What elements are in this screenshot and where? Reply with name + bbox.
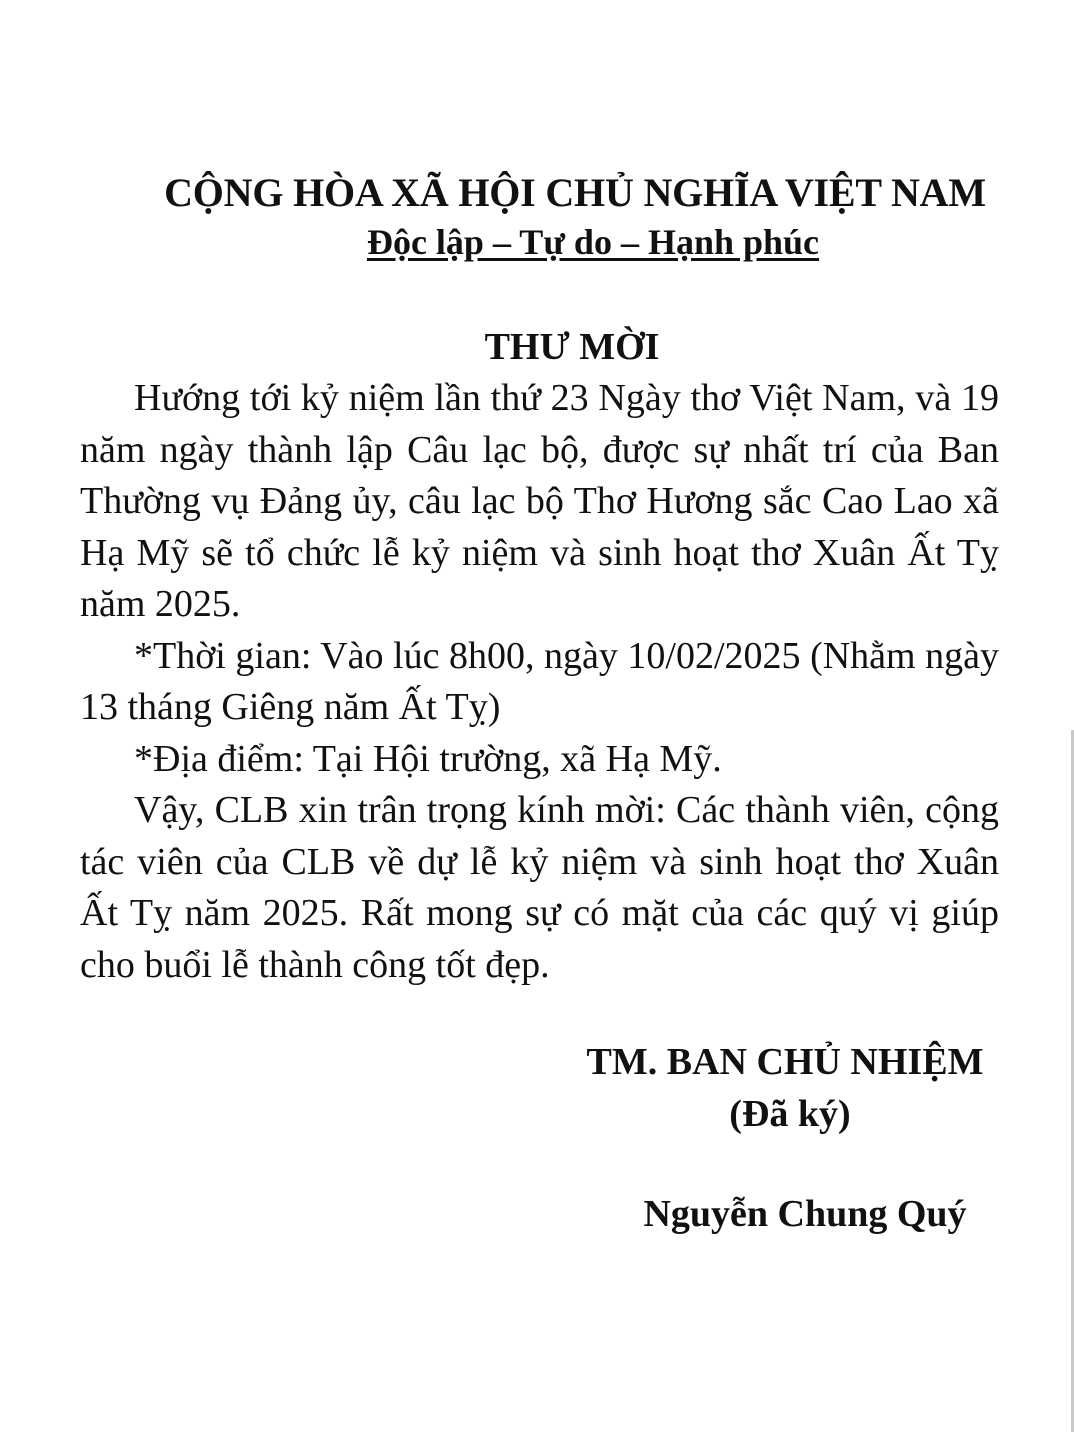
document-title: THƯ MỜI bbox=[484, 326, 660, 368]
nation-heading: CỘNG HÒA XÃ HỘI CHỦ NGHĨA VIỆT NAM bbox=[164, 170, 986, 215]
signature-role: TM. BAN CHỦ NHIỆM bbox=[586, 1041, 984, 1083]
invitation-paragraph: Vậy, CLB xin trân trọng kính mời: Các thành viên, cộng tác viên của CLB về dự lễ kỷ niệm và sinh hoạt thơ Xuân Ất Tỵ năm 2025. Rất mong sự có mặt của các quý vị giúp cho buổi lễ thành công tốt đẹp. bbox=[80, 789, 999, 986]
intro-paragraph: Hướng tới kỷ niệm lần thứ 23 Ngày thơ Việt Nam, và 19 năm ngày thành lập Câu lạc bộ, được sự nhất trí của Ban Thường vụ Đảng ủy, câu lạc bộ Thơ Hương sắc Cao Lao xã Hạ Mỹ sẽ tổ chức lễ kỷ niệm và sinh hoạt thơ Xuân Ất Tỵ năm 2025. bbox=[80, 377, 999, 625]
signer-name: Nguyễn Chung Quý bbox=[643, 1193, 967, 1235]
time-paragraph: *Thời gian: Vào lúc 8h00, ngày 10/02/2025 (Nhằm ngày 13 tháng Giêng năm Ất Tỵ) bbox=[80, 634, 999, 728]
signature-block bbox=[560, 1036, 1010, 1140]
signature-status: (Đã ký) bbox=[729, 1093, 851, 1135]
invitation-body bbox=[80, 373, 999, 991]
national-header bbox=[120, 168, 1030, 266]
national-motto: Độc lập – Tự do – Hạnh phúc bbox=[366, 222, 820, 262]
location-paragraph: *Địa điểm: Tại Hội trường, xã Hạ Mỹ. bbox=[134, 737, 722, 780]
